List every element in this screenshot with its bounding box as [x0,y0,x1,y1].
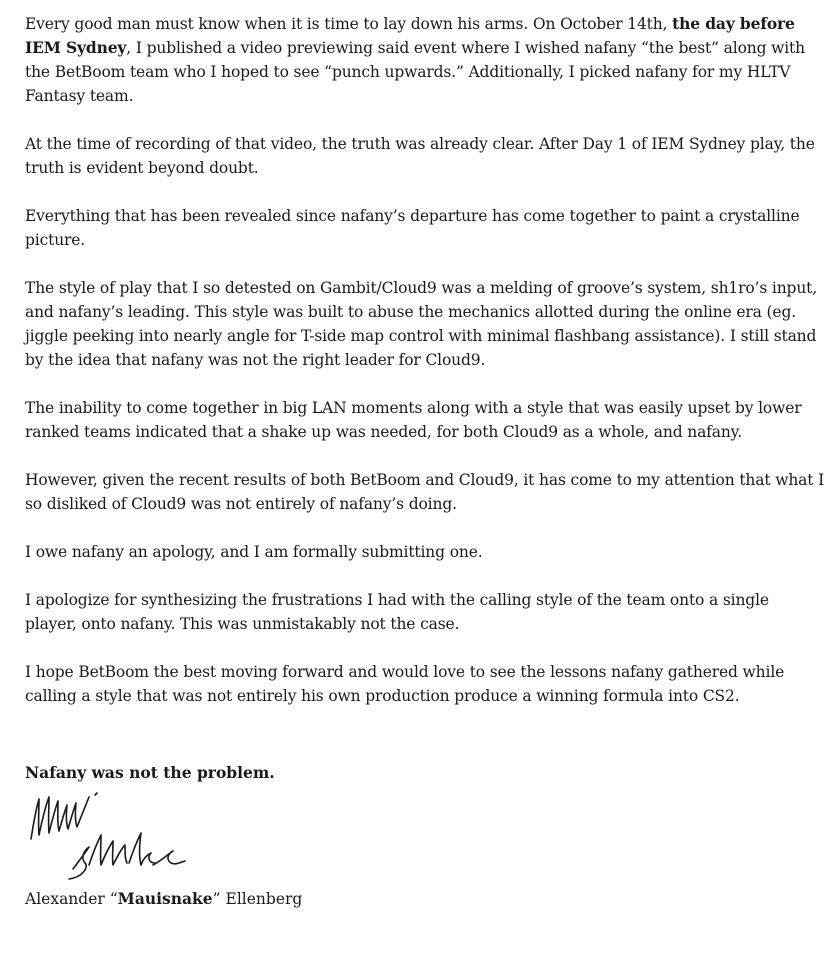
letter-body [25,12,825,708]
paragraph [25,660,825,708]
paragraph [25,276,825,372]
author-first-name: Alexander “ [25,890,118,908]
paragraph [25,132,825,180]
paragraph-text: The style of play that I so detested on Gambit/Cloud9 was a melding of groove’s system, sh1ro’s input, and nafany’s leading. This style was built to abuse the mechanics allotted during the online era (eg. jiggle peeking into nearly angle for T-side map control with minimal flashbang assistance). I still stand by the idea that nafany was not the right leader for Cloud9. [25,279,818,369]
paragraph-text: , I published a video previewing said event where I wished nafany “the best” along with the BetBoom team who I hoped to see “punch upwards.” Additionally, I picked nafany for my HLTV Fantasy team. [25,39,805,105]
paragraph-text: Everything that has been revealed since nafany’s departure has come together to paint a crystalline picture. [25,207,800,249]
paragraph-text: I owe nafany an apology, and I am formally submitting one. [25,543,483,561]
paragraph-text: Every good man must know when it is time to lay down his arms. On October 14th, [25,15,673,33]
paragraph [25,588,825,636]
paragraph-text: I apologize for synthesizing the frustrations I had with the calling style of the team onto a single player, onto nafany. This was unmistakably not the case. [25,591,769,633]
signature [25,791,225,887]
signature-scribble [25,791,225,887]
paragraph [25,396,825,444]
paragraph [25,540,825,564]
paragraph-text: However, given the recent results of both BetBoom and Cloud9, it has come to my attention that what I so disliked of Cloud9 was not entirely of nafany’s doing. [25,471,825,513]
author-last-name: ” Ellenberg [212,890,303,908]
paragraph-text: The inability to come together in big LAN moments along with a style that was easily upset by lower ranked teams indicated that a shake up was needed, for both Cloud9 as a whole, and nafany. [25,399,802,441]
paragraph [25,12,825,108]
paragraph-text: At the time of recording of that video, the truth was already clear. After Day 1 of IEM Sydney play, the truth is evident beyond doubt. [25,135,815,177]
author-byline [25,887,825,911]
letter [25,12,825,911]
paragraph-text: I hope BetBoom the best moving forward and would love to see the lessons nafany gathered while calling a style that was not entirely his own production produce a winning formula into CS2. [25,663,785,705]
paragraph [25,204,825,252]
paragraph-emphasis: the day before IEM Sydney [25,14,795,57]
closing-line: Nafany was not the problem. [25,763,275,782]
author-nickname: Mauisnake [117,889,213,908]
paragraph [25,468,825,516]
